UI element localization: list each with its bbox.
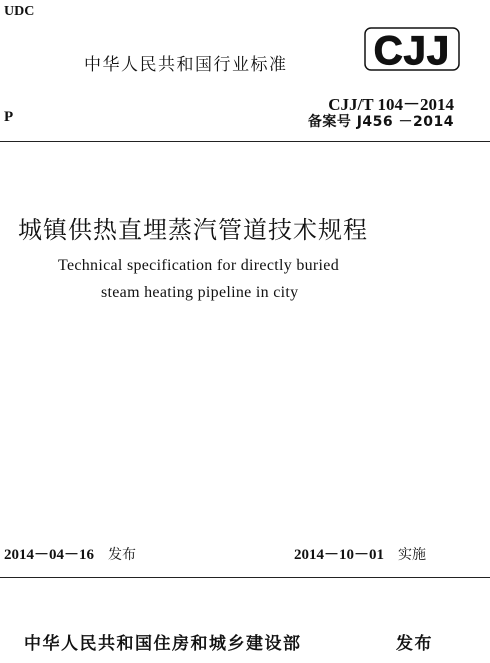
implement-date-block xyxy=(294,543,426,564)
publisher-name: 中华人民共和国住房和城乡建设部 xyxy=(24,634,302,654)
publish-label: 发布 xyxy=(396,634,433,654)
implement-date: 2014－10－01 xyxy=(294,547,385,563)
cjj-logo xyxy=(362,24,462,72)
issue-date-block xyxy=(4,543,136,564)
footer-divider xyxy=(0,577,490,578)
industry-standard-heading: 中华人民共和国行业标准 xyxy=(84,55,288,75)
title-english-line2: steam heating pipeline in city xyxy=(101,284,299,301)
svg-text:CJJ: CJJ xyxy=(373,29,451,72)
standard-code: CJJ/T 104－2014 xyxy=(328,95,454,114)
udc-label: UDC xyxy=(4,4,35,19)
title-chinese: 城镇供热直埋蒸汽管道技术规程 xyxy=(18,216,368,244)
implement-label: 实施 xyxy=(398,547,427,563)
header-divider xyxy=(0,141,490,142)
issue-label: 发布 xyxy=(108,547,137,563)
issue-date: 2014－04－16 xyxy=(4,547,95,563)
title-english-line1: Technical specification for directly buried xyxy=(58,257,339,274)
filing-number: 备案号 J456 －2014 xyxy=(307,114,454,130)
classification-code: P xyxy=(4,109,14,125)
